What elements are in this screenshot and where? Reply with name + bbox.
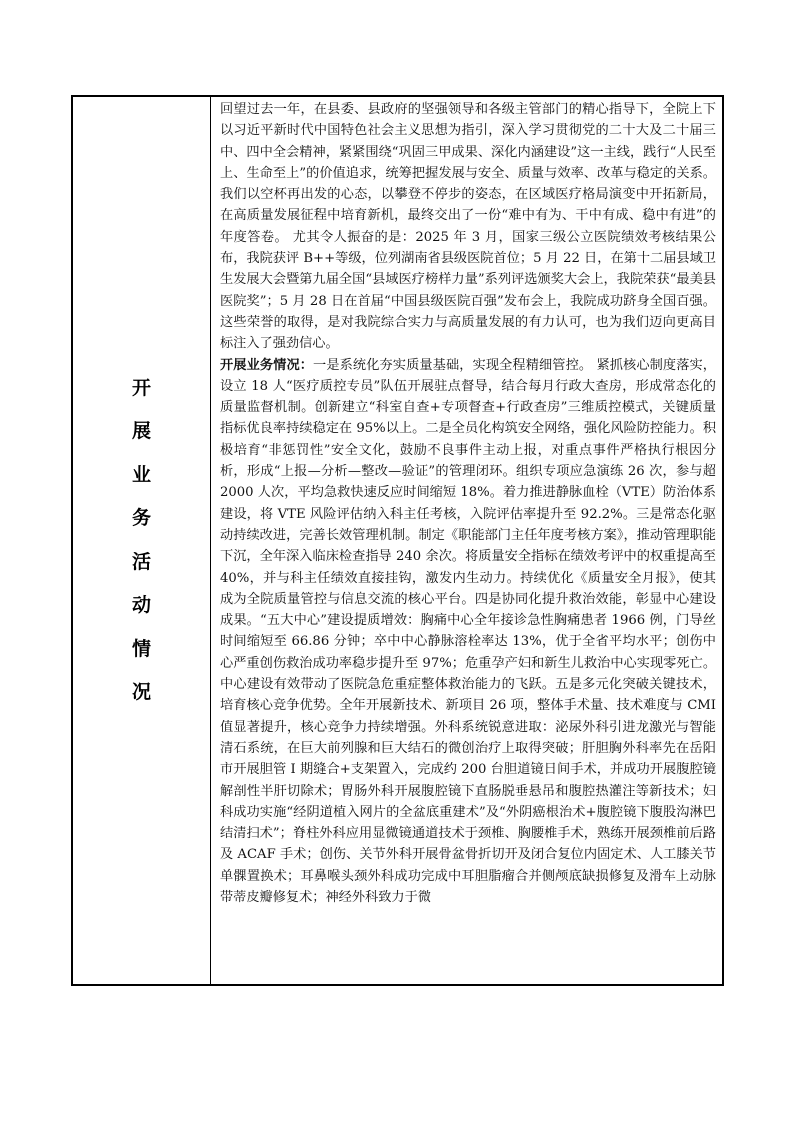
section-label-char: 展 <box>131 420 151 442</box>
intro-paragraph: 回望过去一年，在县委、县政府的坚强领导和各级主管部门的精心指导下，全院上下以习近平新时代中国特色社会主义思想为指引，深入学习贯彻党的二十大及二十届三中、四中全会精神，紧紧围绕“巩固三甲成果、深化内涵建设”这一主线，践行“人民至上、生命至上”的价值追求，统筹把握发展与安全、质量与效率、改革与稳定的关系。我们以空杯再出发的心态，以攀登不停步的姿态，在区域医疗格局演变中开拓新局，在高质量发展征程中培育新机，最终交出了一份“难中有为、干中有成、稳中有进”的年度答卷。 尤其令人振奋的是：2025 年 3 月，国家三级公立医院绩效考核结果公布，我院获评 B++等级，位列湖南省县级医院首位；5 月 22 日，在第十二届县域卫生发展大会暨第九届全国“县域医疗榜样力量”系列评选颁奖大会上，我院荣获“最美县医院奖”；5 月 28 日在首届“中国县级医院百强”发布会上，我院成功跻身全国百强。这些荣誉的取得，是对我院综合实力与高质量发展的有力认可，也为我们迈向更高目标注入了强劲信心。 <box>220 102 716 352</box>
section-label-char: 况 <box>131 681 151 703</box>
work-paragraph <box>220 355 716 909</box>
section-label-char: 开 <box>131 376 151 399</box>
work-body: 一是系统化夯实质量基础，实现全程精细管控。 紧抓核心制度落实，设立 18 人“医疗质控专员”队伍开展驻点督导，结合每月行政大查房，形成常态化的质量监督机制。创新建立“科室自查+专项督查+行政查房”三维质控模式，关键质量指标优良率持续稳定在 95%以上。二是全员化构筑安全网络，强化风险防控能力。积极培育“非惩罚性”安全文化，鼓励不良事件主动上报，对重点事件严格执行根因分析，形成“上报—分析—整改—验证”的管理闭环。组织专项应急演练 26 次，参与超 2000 人次，平均急救快速反应时间缩短 18%。着力推进静脉血栓（VTE）防治体系建设，将 VTE 风险评估纳入科主任考核，入院评估率提升至 92.2%。三是常态化驱动持续改进，完善长效管理机制。制定《职能部门主任年度考核方案》，推动管理职能下沉，全年深入临床检查指导 240 余次。将质量安全指标在绩效考评中的权重提高至 40%，并与科主任绩效直接挂钩，激发内生动力。持续优化《质量安全月报》，使其成为全院质量管控与信息交流的核心平台。四是协同化提升救治效能，彰显中心建设成果。“五大中心”建设提质增效：胸痛中心全年接诊急性胸痛患者 1966 例，门导丝时间缩短至 66.86 分钟；卒中中心静脉溶栓率达 13%，优于全省平均水平；创伤中心严重创伤救治成功率稳步提升至 97%；危重孕产妇和新生儿救治中心实现零死亡。中心建设有效带动了医院急危重症整体救治能力的飞跃。五是多元化突破关键技术，培育核心竞争优势。全年开展新技术、新项目 26 项，整体手术量、技术难度与 CMI 值显著提升，核心竞争力持续增强。外科系统锐意进取：泌尿外科引进龙激光与智能清石系统，在巨大前列腺和巨大结石的微创治疗上取得突破；肝胆胸外科率先在岳阳市开展胆管 I 期缝合+支架置入，完成约 200 台胆道镜日间手术，并成功开展腹腔镜解剖性半肝切除术；胃肠外科开展腹腔镜下直肠脱垂悬吊和腹腔热灌注等新技术；妇科成功实施“经阴道植入网片的全盆底重建术”及“外阴癌根治术+腹腔镜下腹股沟淋巴结清扫术”；脊柱外科应用显微镜通道技术于颈椎、胸腰椎手术，熟练开展颈椎前后路及 ACAF 手术；创伤、关节外科开展骨盆骨折切开及闭合复位内固定术、人工膝关节单髁置换术；耳鼻喉头颈外科成功完成中耳胆脂瘤合并侧颅底缺损修复及滑车上动脉带蒂皮瓣修复术；神经外科致力于微 <box>220 357 716 905</box>
section-label-char: 情 <box>131 637 151 660</box>
content-cell <box>211 97 722 984</box>
section-label-char: 业 <box>131 463 151 486</box>
section-label-char: 务 <box>131 507 151 529</box>
work-heading: 开展业务情况： <box>220 357 314 373</box>
section-label-char: 活 <box>131 550 151 573</box>
section-label <box>132 367 151 715</box>
section-label-cell <box>73 97 211 984</box>
report-table <box>71 95 724 986</box>
section-label-char: 动 <box>131 594 151 616</box>
